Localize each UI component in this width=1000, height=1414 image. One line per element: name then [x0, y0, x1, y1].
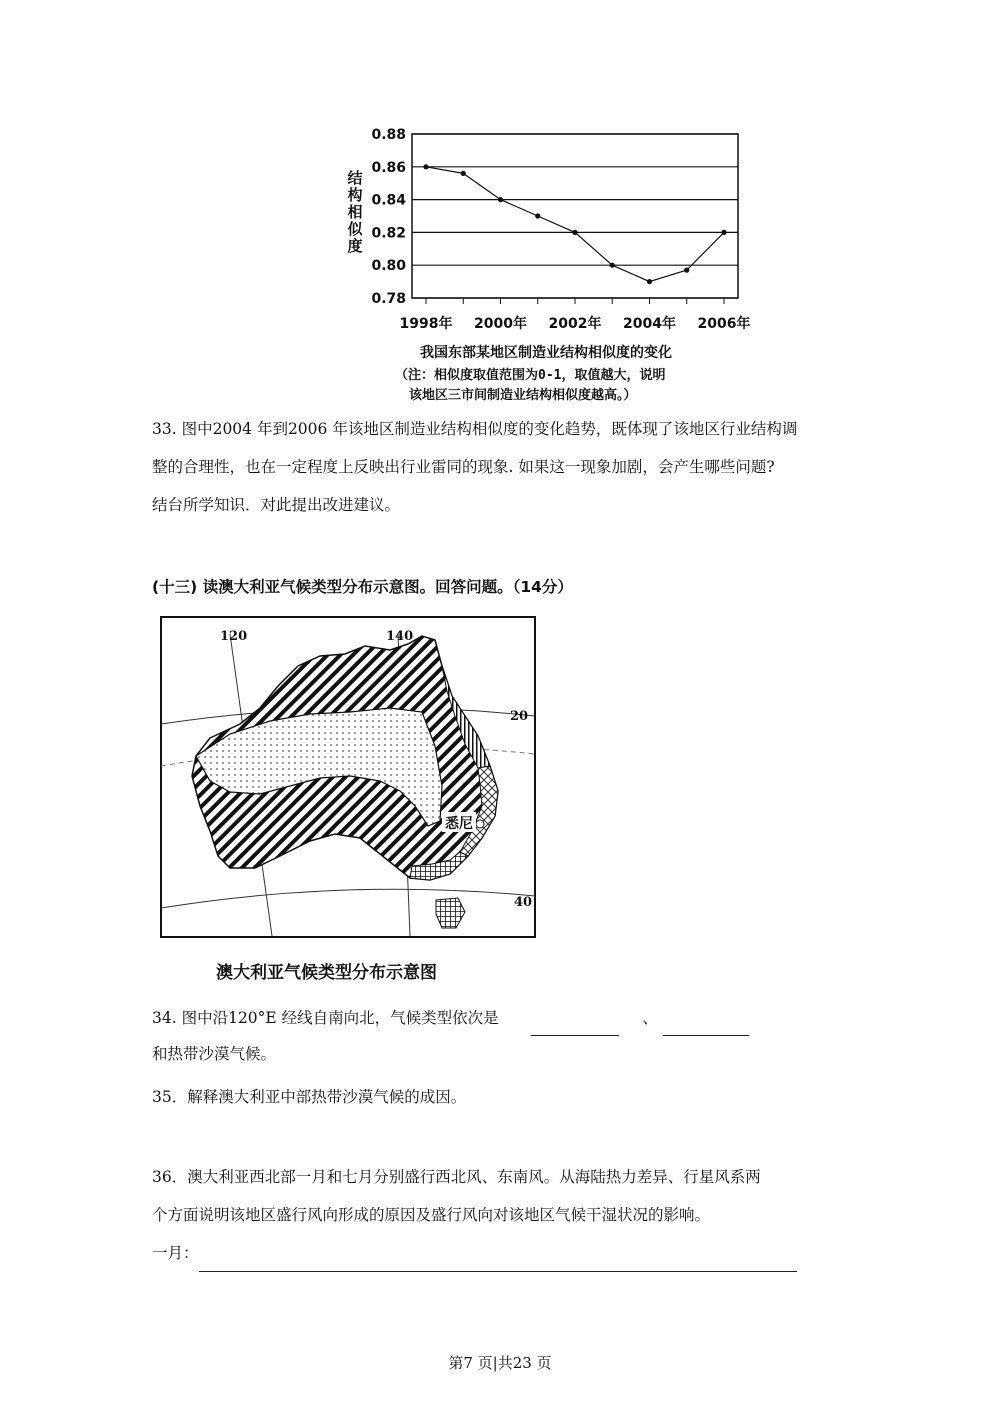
question-34-text: 34. 图中沿120°E 经线自南向北，气候类型依次是: [152, 1009, 499, 1027]
map-label-120: 120: [220, 629, 248, 644]
question-34-line-2: 和热带沙漠气候。: [152, 1045, 277, 1063]
chart-y-axis-label-char: 度: [347, 237, 363, 255]
chart-x-tick-label: 2004年: [623, 316, 676, 332]
chart-y-axis-label: [345, 170, 365, 255]
question-35: 35．解释澳大利亚中部热带沙漠气候的成因。: [152, 1088, 467, 1106]
question-33-line-1: 33. 图中2004 年到2006 年该地区制造业结构相似度的变化趋势，既体现了该地区行业结构调: [152, 420, 798, 438]
chart-data-point: [572, 230, 577, 235]
chart-y-tick-label: 0.88: [371, 127, 406, 143]
chart-y-axis-label-char: 结: [347, 169, 363, 187]
chart-y-tick-label: 0.86: [371, 159, 406, 176]
january-label: 一月：: [152, 1244, 199, 1262]
chart-note-line-2: 该地区三市间制造业结构相似度越高。）: [409, 388, 637, 403]
map-caption: 澳大利亚气候类型分布示意图: [216, 963, 437, 983]
chart-plot-frame: [412, 134, 738, 298]
chart-y-tick-label: 0.84: [371, 192, 406, 209]
map-label-140: 140: [386, 629, 414, 644]
question-36-january-row: [152, 1234, 852, 1272]
question-34-line-1: [152, 1000, 852, 1036]
chart-y-tick-label: 0.82: [371, 225, 406, 242]
chart-data-point: [498, 197, 503, 202]
section-13-heading: (十三) 读澳大利亚气候类型分布示意图。回答问题。（14分）: [152, 578, 573, 596]
chart-y-axis-label-char: 相: [347, 203, 363, 221]
map-label-20: 20: [510, 709, 529, 724]
chart-title: 我国东部某地区制造业结构相似度的变化: [420, 345, 672, 361]
chart-y-tick-label: 0.80: [371, 258, 406, 275]
chart-data-point: [610, 263, 615, 268]
page-footer: 第7 页|共23 页: [448, 1354, 552, 1372]
question-33: [152, 410, 852, 524]
chart-note-line-1: （注：相似度取值范围为0-1，取值越大，说明: [395, 368, 666, 383]
chart-data-point: [684, 268, 689, 273]
chart-x-tick-label: 1998年: [399, 316, 453, 332]
chart-data-point: [535, 213, 540, 218]
answer-blank-1[interactable]: [531, 1019, 619, 1036]
january-answer-blank[interactable]: [199, 1255, 797, 1272]
chart-data-point: [423, 164, 428, 169]
chart-y-axis-label-char: 似: [347, 220, 363, 238]
chart-data-point: [721, 230, 726, 235]
question-34-separator: 、: [642, 1009, 658, 1027]
question-36-line-2: 个方面说明该地区盛行风向形成的原因及盛行风向对该地区气候干湿状况的影响。: [152, 1206, 711, 1224]
chart-x-tick-label: 2006年: [697, 316, 751, 332]
australia-climate-map: [160, 616, 536, 938]
chart-x-tick-label: 2000年: [474, 316, 527, 332]
question-36: [152, 1158, 852, 1272]
answer-blank-2[interactable]: [663, 1019, 749, 1036]
chart-data-point: [461, 171, 466, 176]
map-label-sydney: 悉尼: [445, 816, 473, 832]
chart-y-tick-label: 0.78: [371, 291, 406, 307]
chart-x-tick-label: 2002年: [548, 316, 602, 332]
chart-data-point: [647, 279, 652, 284]
question-34: [152, 1000, 852, 1072]
question-33-line-2: 整的合理性，也在一定程度上反映出行业雷同的现象. 如果这一现象加剧，会产生哪些问题?: [152, 458, 775, 476]
chart-y-axis-label-char: 构: [347, 186, 363, 204]
question-33-line-3: 结台所学知识．对此提出改进建议。: [152, 496, 401, 514]
question-36-line-1: 36．澳大利亚西北部一月和七月分别盛行西北风、东南风。从海陆热力差异、行星风系两: [152, 1168, 761, 1186]
map-label-40: 40: [514, 895, 533, 910]
